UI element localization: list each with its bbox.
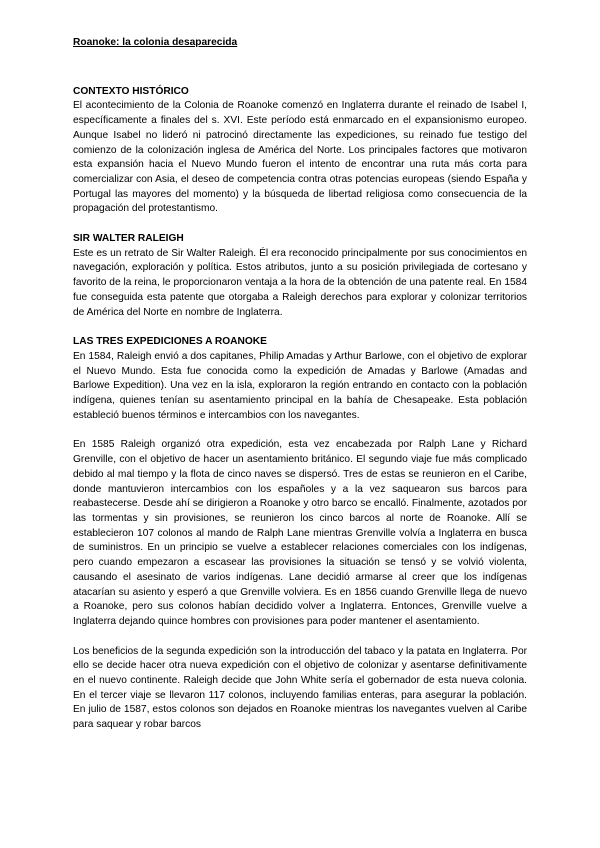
section-sir-walter-raleigh [73,232,527,320]
section-heading: SIR WALTER RALEIGH [73,233,184,245]
paragraph: El acontecimiento de la Colonia de Roanoke comenzó en Inglaterra durante el reinado de Isabel I, específicamente a finales del s. XVI. Este período está enmarcado en el expansionismo europeo. Aunque Isabel no lideró ni patrocinó directamente las expediciones, su reinado fue testigo del comienzo de la colonización inglesa de América del Norte. Los principales factores que motivaron esta expansión hacia el Nuevo Mundo fueron el intento de encontrar una ruta más corta para comercializar con Asia, el deseo de competencia contra otras potencias europeas (siendo España y Portugal las mayores del momento) y la búsqueda de libertad religiosa como consecuencia de la propagación del protestantismo. [73,100,527,215]
section-tres-expediciones [73,335,527,733]
document-title: Roanoke: la colonia desaparecida [73,37,238,48]
paragraph: En 1585 Raleigh organizó otra expedición, esta vez encabezada por Ralph Lane y Richard Grenville, con el objetivo de hacer un asentamiento británico. El segundo viaje fue más complicado debido al mal tiempo y la flota de cinco naves se dispersó. Tres de estas se reunieron en el Caribe, donde mantuvieron intercambios con los españoles y a la vez saquearon sus barcos para reabastecerse. Desde ahí se dirigieron a Roanoke y otro barco se encalló. Finalmente, azotados por las tormentas y sin provisiones, se reunieron los cinco barcos al norte de Roanoke. Allí se establecieron 107 colonos al mando de Ralph Lane mientras Grenville volvía a Inglaterra en busca de suministros. En un principio se vuelve a establecer relaciones comerciales con los indígenas, pero cuando empezaron a escasear las provisiones la situación se tensó y se volvió violenta, causando el asesinato de varios indígenas. Lane decidió armarse al creer que los indígenas atacarían su asiento y esperó a que Grenville volviera. Es en 1856 cuando Grenville llega de nuevo a Roanoke, pero sus colonos habían decidido volver a Inglaterra. Entonces, Grenville vuelve a Inglaterra dejando quince hombres con provisiones para poder mantener el asentamiento. [73,439,527,627]
document-content [73,36,527,733]
paragraph: Los beneficios de la segunda expedición son la introducción del tabaco y la patata en Inglaterra. Por ello se decide hacer otra nueva expedición con el objetivo de colonizar y asentarse definitivamente en el nuevo continente. Raleigh decide que John White sería el gobernador de esta nueva colonia. En el tercer viaje se llevaron 117 colonos, incluyendo familias enteras, para asegurar la población. En julio de 1587, estos colonos son dejados en Roanoke mientras los navegantes vuelven al Caribe para saquear y robar barcos [73,645,527,731]
paragraph: Este es un retrato de Sir Walter Raleigh. Él era reconocido principalmente por sus conocimientos en navegación, exploración y política. Estos atributos, junto a su posición privilegiada de cortesano y favorito de la reina, le proporcionaron ventaja a la hora de la obtención de una patente real. En 1584 fue conseguida esta patente que otorgaba a Raleigh derechos para explorar y colonizar territorios de América del Norte en nombre de Inglaterra. [73,247,527,318]
paragraph: En 1584, Raleigh envió a dos capitanes, Philip Amadas y Arthur Barlowe, con el objetivo de explorar el Nuevo Mundo. Esta fue conocida como la expedición de Amadas y Barlowe (Amadas and Barlowe Expedition). Una vez en la isla, exploraron la región entrando en contacto con la población indígena, quienes tenían su asentamiento principal en la bahía de Chesapeake. Esta población estableció buenos términos e intercambios con los navegantes. [73,350,527,421]
section-heading: CONTEXTO HISTÓRICO [73,85,189,97]
section-heading: LAS TRES EXPEDICIONES A ROANOKE [73,336,267,348]
section-contexto-historico [73,85,527,217]
